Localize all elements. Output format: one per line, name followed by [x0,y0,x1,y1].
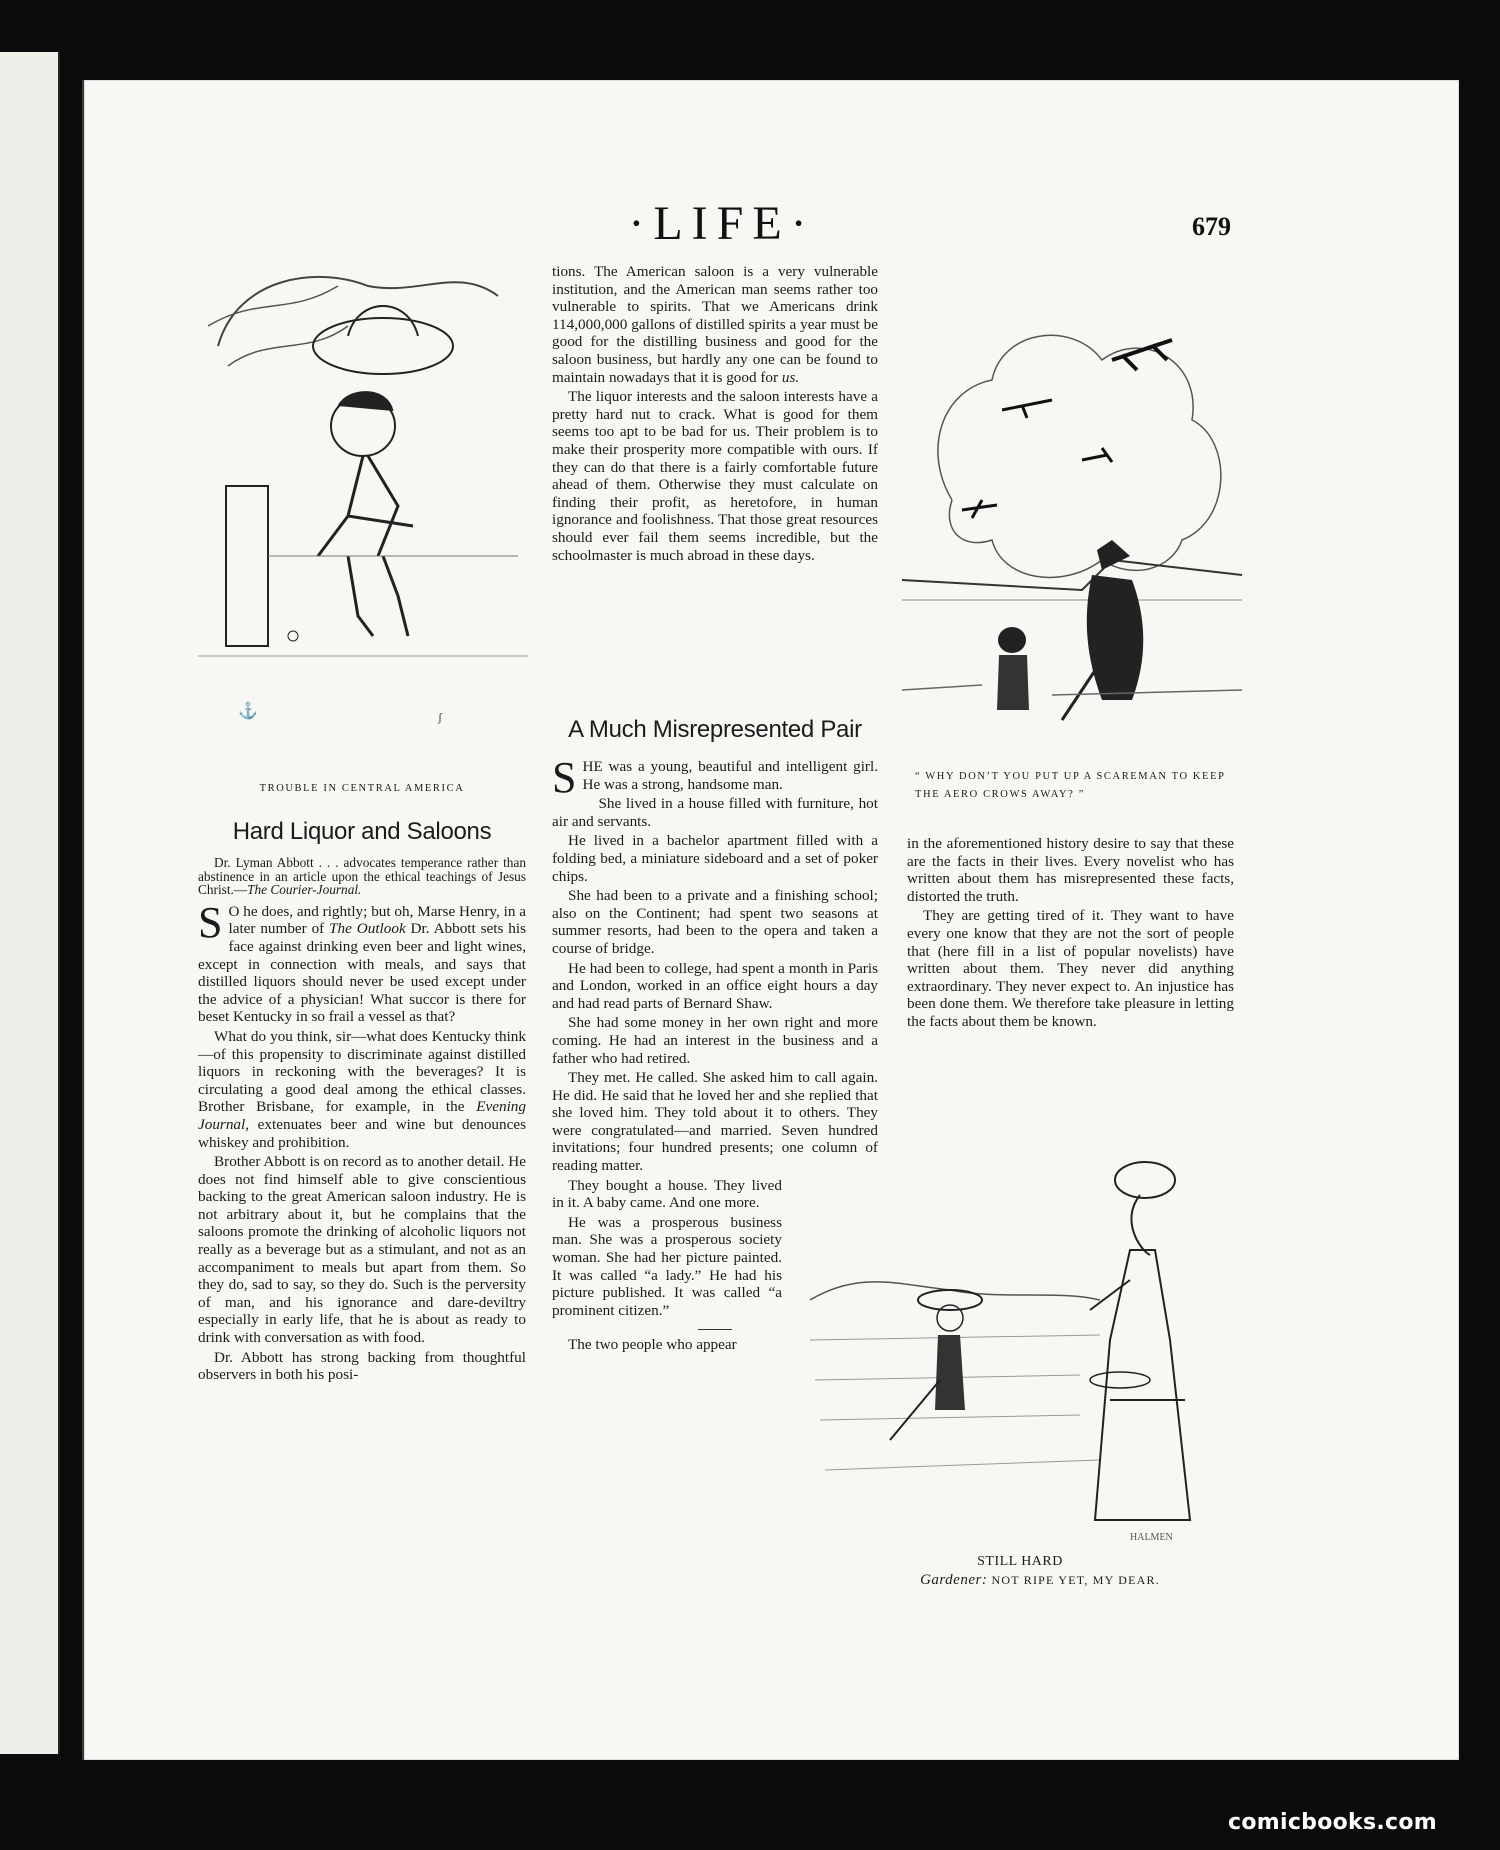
hard-liquor-column [198,856,526,1386]
epigraph-text: Dr. Lyman Abbott . . . advocates temperance rather than abstinence in an article upon the ethical teachings of Jesus Christ.— [198,855,526,898]
pair-paragraph [552,753,878,802]
hard-liquor-paragraph [198,897,526,1026]
pair-paragraph: The two people who appear [568,1336,737,1354]
pair-headline: A Much Misrepresented Pair [568,716,862,743]
hard-liquor-paragraph [198,1028,526,1151]
pair-paragraph: He lived in a bachelor apartment filled with a folding bed, a miniature sideboard and a set of poker chips. [552,832,878,885]
right-column [907,835,1234,1033]
svg-text:⚓: ⚓ [238,703,258,720]
publication-title: The Outlook [329,920,406,938]
still-hard-caption [880,1572,1200,1589]
dropcap: S [552,753,577,802]
still-hard-speaker: Gardener: [920,1572,988,1588]
svg-text:HALMEN: HALMEN [1130,1532,1173,1543]
trouble-illustration [198,256,528,766]
watermark: comicbooks.com [1228,1810,1437,1835]
paragraph-text: O he does, and rightly; but oh, Marse Henry, in a later number of [228,902,526,938]
pair-paragraph: They are getting tired of it. They want to have every one know that they are not the sort of people that (here fill in a list of popular novelists) have written about them. They never did anything extraordinary. They never expect to. An injustice has been done them. We therefore take pleasure in letting the facts about them be known. [907,907,1234,1030]
pair-paragraph: She had been to a private and a finishing school; also on the Continent; had spent two seasons at summer resorts, had been to the opera and taken a course of bridge. [552,887,878,957]
page-number: 679 [1192,212,1231,241]
paragraph-text: extenuates beer and wine but denounces whiskey and prohibition. [198,1115,526,1151]
scareman-caption: “ WHY DON’T YOU PUT UP A SCAREMAN TO KEEP THE AERO CROWS AWAY? ” [915,771,1226,800]
epigraph-source: The Courier-Journal. [247,882,362,898]
pair-paragraph: They met. He called. She asked him to call again. He did. He said that he loved her and she replied that she loved him. They told about it to others. They were congratulated—and married. Seven hundred invitations; four hundred presents; one column of reading matter. [552,1069,878,1175]
pair-paragraph: They bought a house. They lived in it. A baby came. And one more. [552,1176,782,1212]
hard-liquor-paragraph: Brother Abbott is on record as to another detail. He does not find himself able to give conscientious backing to the great American saloon industry. He is not arbitrary about it, but he complains that the saloons promote the drinking of alcoholic liquors not really as a beverage but as a stimulant, and not as an accompaniment to meals but apart from them. So they do, sad to say, so they do. Such is the perversity of man, and his ignorance and dare-deviltry especially in early life, that he is about as ready to drink with conversation as with food. [198,1153,526,1347]
emphasis: us. [781,368,800,386]
paragraph-text: tions. The American saloon is a very vulnerable institution, and the American man seems rather too vulnerable to spirits. That we Americans drink 114,000,000 gallons of distilled spirits a year must be good for the distilling business and good for the saloon business, but hardly any one can be found to maintain nowadays that it is good for [552,263,878,386]
pair-paragraph: He was a prosperous business man. She was a prosperous society woman. She had her picture painted. It was called “a lady.” He had his picture published. It was called “a prominent citizen.” [552,1213,782,1319]
paragraph-text: What do you think, sir—what does Kentucky think—of this propensity to discriminate against distilled liquors in reckoning with the beverages? It is circulating a good deal among the ethical classes. Brother Brisbane, for example, in the [198,1027,526,1116]
pair-paragraph: in the aforementioned history desire to say that these are the facts in their lives. Every novelist who has written about them has misrepresented these facts, distorted the truth. [907,835,1234,905]
hard-liquor-paragraph: The liquor interests and the saloon interests have a pretty hard nut to crack. What is good for them seems too apt to be bad for us. Their problem is to make their prosperity more compatible with ours. If they can do that there is a fairly comfortable future ahead of them. Otherwise they must calculate on finding their profit, as heretofore, in human ignorance and foolishness. That those great resources should ever fail them seems incredible, but the schoolmaster is much abroad in these days. [552,388,878,564]
hard-liquor-paragraph [552,263,878,386]
facing-page-edge [0,52,60,1754]
section-rule [698,1329,732,1330]
hard-liquor-paragraph: Dr. Abbott has strong backing from thoughtful observers in both his posi- [198,1348,526,1384]
hard-liquor-epigraph [198,856,526,897]
pair-column [552,753,878,1356]
pair-paragraph: She lived in a house filled with furniture, hot air and servants. [552,795,878,830]
pair-paragraph: She had some money in her own right and more coming. He had an interest in the business and a father who had retired. [552,1014,878,1067]
svg-text:ʃ: ʃ [438,710,442,724]
paragraph-text: HE was a young, beautiful and intelligent girl. He was a strong, handsome man. [582,758,878,793]
dropcap: S [198,897,223,947]
pair-paragraph: He had been to college, had spent a month in Paris and London, worked in an office eight hours a day and had read parts of Bernard Shaw. [552,959,878,1012]
still-hard-line: NOT RIPE YET, MY DEAR. [991,1573,1160,1587]
scareman-illustration [902,300,1242,755]
paragraph-text: Dr. Abbott sets his face against drinking even beer and light wines, except in connection with meals, and says that distilled liquors should never be used except under the advice of a physician! What succor is there for beset Kentucky in so frail a vessel as that? [198,920,526,1026]
hard-liquor-headline: Hard Liquor and Saloons [232,818,492,845]
publication-title: Evening Journal, [198,1098,526,1133]
still-hard-title: STILL HARD [977,1554,1063,1569]
center-column [552,263,878,566]
trouble-caption: TROUBLE IN CENTRAL AMERICA [259,783,465,794]
masthead: ·LIFE· [628,197,816,250]
